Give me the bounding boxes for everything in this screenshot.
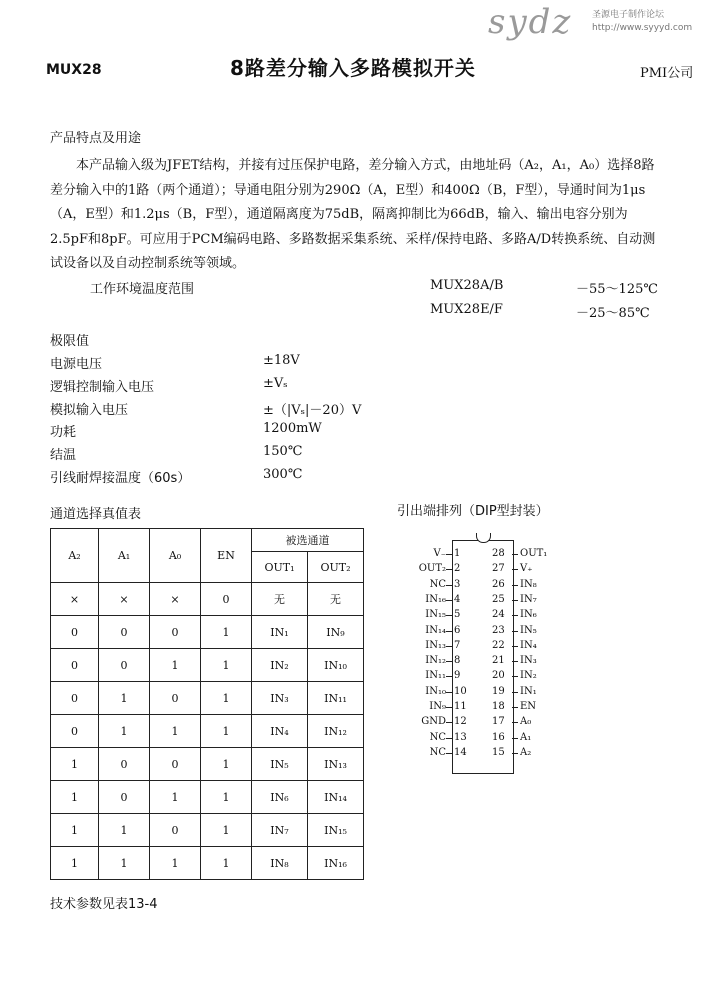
watermark-text (592, 9, 692, 35)
limit-label: 结温 (50, 448, 77, 464)
pin-name: IN₁₅ (425, 609, 446, 621)
col-header-out1: OUT₁ (252, 552, 308, 583)
table-cell: 1 (201, 649, 252, 682)
table-cell: 1 (99, 715, 150, 748)
table-cell: 0 (99, 748, 150, 781)
model-number: MUX28 (46, 62, 102, 78)
pin-number: 8 (454, 655, 461, 667)
table-cell: IN₁₅ (308, 814, 364, 847)
pin-number: 20 (492, 670, 505, 682)
table-cell: IN₉ (308, 616, 364, 649)
pin-name: IN₆ (520, 609, 537, 621)
watermark-site-name: 圣源电子制作论坛 (592, 10, 665, 20)
limit-label: 引线耐焊接温度（60s） (50, 471, 191, 486)
features-paragraph: 本产品输入级为JFET结构，并接有过压保护电路，差分输入方式，由地址码（A₂，A₁，A₀）选择8路差分输入中的1路（两个通道）；导通电阻分别为290Ω（A，E型）和400Ω（B，F型），导通时间为1μs（A，E型）和1.2μs（B，F型），通道隔离度为75dB，隔离抑制比为66dB，输入、输出电容分别为2.5pF和8pF。可应用于PCM编码电路、多路数据采集系统、采样/保持电路、多路A/D转换系统、自动测试设备以及自动控制系统等领域。 (50, 158, 656, 271)
pin-name: IN₁₀ (425, 685, 446, 697)
table-cell: 无 (252, 583, 308, 616)
limit-value: ±（|Vₛ|－20）V (263, 402, 362, 418)
table-cell: IN₁₁ (308, 682, 364, 715)
pin-number: 11 (454, 701, 467, 712)
temp-model-2: MUX28E/F (430, 302, 503, 317)
table-cell: 1 (51, 748, 99, 781)
pin-number: 1 (454, 548, 461, 559)
table-cell: 0 (201, 583, 252, 616)
pin-number: 3 (454, 578, 461, 590)
table-cell: 0 (51, 616, 99, 649)
pin-name: IN₁ (520, 685, 537, 697)
table-cell: 1 (51, 814, 99, 847)
limit-label: 功耗 (50, 425, 77, 441)
limit-value: 1200mW (263, 421, 322, 437)
pin-name: A₂ (520, 746, 532, 758)
pin-number: 24 (492, 609, 505, 621)
pin-name: IN₂ (520, 670, 537, 682)
table-cell: 1 (51, 781, 99, 814)
pin-number: 16 (492, 731, 505, 743)
pin-number: 7 (454, 639, 461, 651)
pin-name: IN₁₄ (425, 624, 446, 636)
company-name: PMI公司 (640, 66, 694, 81)
pin-name: IN₈ (520, 578, 537, 590)
table-cell: IN₈ (252, 847, 308, 880)
table-cell: IN₇ (252, 814, 308, 847)
pin-name: V₋ (433, 548, 446, 559)
limit-label: 逻辑控制输入电压 (50, 379, 155, 395)
pin-name: V₊ (520, 563, 533, 575)
limit-label: 电源电压 (50, 357, 103, 372)
pin-number: 25 (492, 593, 505, 605)
table-row (51, 814, 364, 847)
watermark-logo: sydz (488, 2, 573, 42)
pin-number: 5 (454, 609, 461, 621)
table-cell: 1 (150, 847, 201, 880)
table-cell: 0 (99, 616, 150, 649)
pinout-heading: 引出端排列（DIP型封装） (397, 504, 549, 519)
limit-value: 150℃ (263, 444, 303, 460)
pin-name: OUT₁ (520, 548, 548, 559)
table-cell: 0 (99, 781, 150, 814)
table-cell: 1 (201, 616, 252, 649)
table-cell: × (51, 583, 99, 616)
footer-note: 技术参数见表13-4 (50, 897, 158, 912)
col-header-selected-channel: 被选通道 (252, 529, 364, 552)
pin-number: 2 (454, 563, 461, 575)
col-header-a0: A₀ (150, 529, 201, 583)
table-cell: 1 (99, 682, 150, 715)
pin-name: A₀ (520, 716, 532, 728)
pin-number: 6 (454, 624, 461, 636)
table-cell: IN₃ (252, 682, 308, 715)
pin-number: 14 (454, 746, 467, 758)
table-row (51, 583, 364, 616)
col-header-a2: A₂ (51, 529, 99, 583)
table-cell: IN₁₄ (308, 781, 364, 814)
pin-number: 26 (492, 578, 505, 590)
table-cell: 0 (150, 616, 201, 649)
limit-value: ±18V (263, 353, 300, 368)
pin-name: IN₁₃ (425, 639, 446, 651)
table-cell: 1 (150, 649, 201, 682)
pin-number: 10 (454, 685, 467, 697)
table-cell: 0 (150, 814, 201, 847)
table-cell: 0 (51, 649, 99, 682)
table-cell: IN₁₆ (308, 847, 364, 880)
table-row (51, 649, 364, 682)
pin-number: 21 (492, 655, 505, 667)
limit-label: 模拟输入电压 (50, 402, 129, 418)
page-title: 8路差分输入多路模拟开关 (230, 56, 476, 80)
table-cell: IN₁₃ (308, 748, 364, 781)
table-row (51, 781, 364, 814)
pin-name: IN₁₂ (425, 655, 446, 667)
table-cell: 1 (201, 682, 252, 715)
col-header-en: EN (201, 529, 252, 583)
pin-number: 15 (492, 746, 505, 758)
table-cell: 1 (150, 781, 201, 814)
pin-name: IN₅ (520, 624, 537, 636)
pin-number: 23 (492, 624, 505, 636)
table-cell: 1 (150, 715, 201, 748)
table-cell: 1 (201, 814, 252, 847)
pin-name: NC (429, 731, 446, 743)
pin-name: IN₉ (429, 701, 446, 712)
temp-range-1: －55～125℃ (576, 282, 658, 297)
pin-number: 19 (492, 685, 505, 697)
table-cell: 无 (308, 583, 364, 616)
temp-range-label: 工作环境温度范围 (90, 282, 195, 297)
watermark-url: http://www.syyyd.com (592, 23, 693, 33)
pin-number: 13 (454, 731, 467, 743)
table-cell: IN₅ (252, 748, 308, 781)
table-cell: IN₄ (252, 715, 308, 748)
pin-name: EN (520, 701, 537, 712)
pin-name: IN₇ (520, 593, 537, 605)
table-cell: 1 (201, 781, 252, 814)
pin-number: 12 (454, 716, 467, 728)
table-row (51, 847, 364, 880)
table-cell: 0 (150, 682, 201, 715)
pin-name: A₁ (520, 731, 532, 743)
truth-table (50, 528, 364, 880)
table-cell: 0 (99, 649, 150, 682)
table-row (51, 682, 364, 715)
pin-name: IN₁₁ (425, 670, 446, 682)
table-cell: IN₁₀ (308, 649, 364, 682)
table-cell: IN₁ (252, 616, 308, 649)
pin-number: 4 (454, 593, 461, 605)
col-header-out2: OUT₂ (308, 552, 364, 583)
limits-heading: 极限值 (50, 334, 90, 349)
table-cell: × (99, 583, 150, 616)
truth-table-heading: 通道选择真值表 (50, 507, 142, 522)
table-cell: IN₆ (252, 781, 308, 814)
pin-name: IN₄ (520, 639, 537, 651)
table-cell: 1 (99, 847, 150, 880)
pin-name: NC (429, 746, 446, 758)
pin-number: 22 (492, 639, 505, 651)
table-row (51, 748, 364, 781)
limit-value: 300℃ (263, 467, 303, 482)
pin-number: 27 (492, 563, 505, 575)
pin-name: IN₃ (520, 655, 537, 667)
table-cell: 1 (201, 847, 252, 880)
pin-number: 17 (492, 716, 505, 728)
table-cell: × (150, 583, 201, 616)
table-cell: IN₁₂ (308, 715, 364, 748)
table-cell: 0 (51, 682, 99, 715)
table-cell: 0 (150, 748, 201, 781)
pin-name: GND (421, 716, 446, 728)
table-cell: 1 (201, 715, 252, 748)
pin-number: 9 (454, 670, 461, 682)
temp-model-1: MUX28A/B (430, 278, 504, 293)
col-header-a1: A₁ (99, 529, 150, 583)
pin-number: 18 (492, 701, 505, 712)
limit-value: ±Vₛ (263, 375, 288, 391)
table-cell: 1 (99, 814, 150, 847)
pin-name: NC (429, 578, 446, 590)
pin-number: 28 (492, 548, 505, 559)
pin-name: OUT₂ (418, 563, 446, 575)
table-cell: 1 (201, 748, 252, 781)
pin-name: IN₁₆ (425, 593, 446, 605)
table-cell: 0 (51, 715, 99, 748)
table-cell: 1 (51, 847, 99, 880)
table-row (51, 616, 364, 649)
table-row (51, 715, 364, 748)
table-cell: IN₂ (252, 649, 308, 682)
temp-range-2: －25～85℃ (576, 306, 650, 321)
features-heading: 产品特点及用途 (50, 131, 142, 146)
